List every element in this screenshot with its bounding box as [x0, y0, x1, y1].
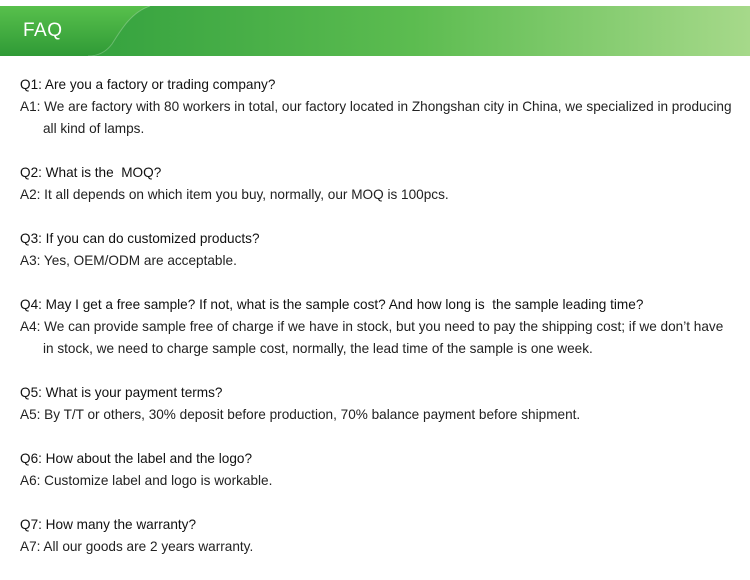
faq-question: Q2: What is the MOQ?: [20, 165, 162, 180]
faq-question: Q3: If you can do customized products?: [20, 231, 260, 246]
faq-item-7: [20, 514, 735, 558]
faq-item-1: [20, 74, 735, 140]
faq-item-6: [20, 448, 735, 492]
faq-header-banner: [0, 6, 750, 56]
faq-item-5: [20, 382, 735, 426]
faq-answer: A6: Customize label and logo is workable.: [20, 473, 273, 488]
faq-answer: A4: We can provide sample free of charge if we have in stock, but you need to pay the shipping cost; if we don’t have in stock, we need to charge sample cost, normally, the lead time of the sample is one week.: [20, 319, 728, 356]
faq-answer: A3: Yes, OEM/ODM are acceptable.: [20, 253, 237, 268]
faq-answer: A7: All our goods are 2 years warranty.: [20, 539, 254, 554]
header-background-graphic: [0, 6, 750, 56]
faq-question: Q7: How many the warranty?: [20, 517, 197, 532]
faq-list: [20, 74, 735, 580]
faq-question: Q4: May I get a free sample? If not, what is the sample cost? And how long is the sample leading time?: [20, 297, 644, 312]
faq-question: Q1: Are you a factory or trading company?: [20, 77, 276, 92]
faq-item-2: [20, 162, 735, 206]
faq-answer: A5: By T/T or others, 30% deposit before production, 70% balance payment before shipment.: [20, 407, 581, 422]
faq-question: Q6: How about the label and the logo?: [20, 451, 253, 466]
faq-answer: A2: It all depends on which item you buy, normally, our MOQ is 100pcs.: [20, 187, 449, 202]
faq-item-3: [20, 228, 735, 272]
faq-question: Q5: What is your payment terms?: [20, 385, 223, 400]
faq-item-4: [20, 294, 735, 360]
faq-title: FAQ: [23, 20, 63, 41]
faq-answer: A1: We are factory with 80 workers in total, our factory located in Zhongshan city in China, we specialized in producing all kind of lamps.: [20, 99, 736, 136]
